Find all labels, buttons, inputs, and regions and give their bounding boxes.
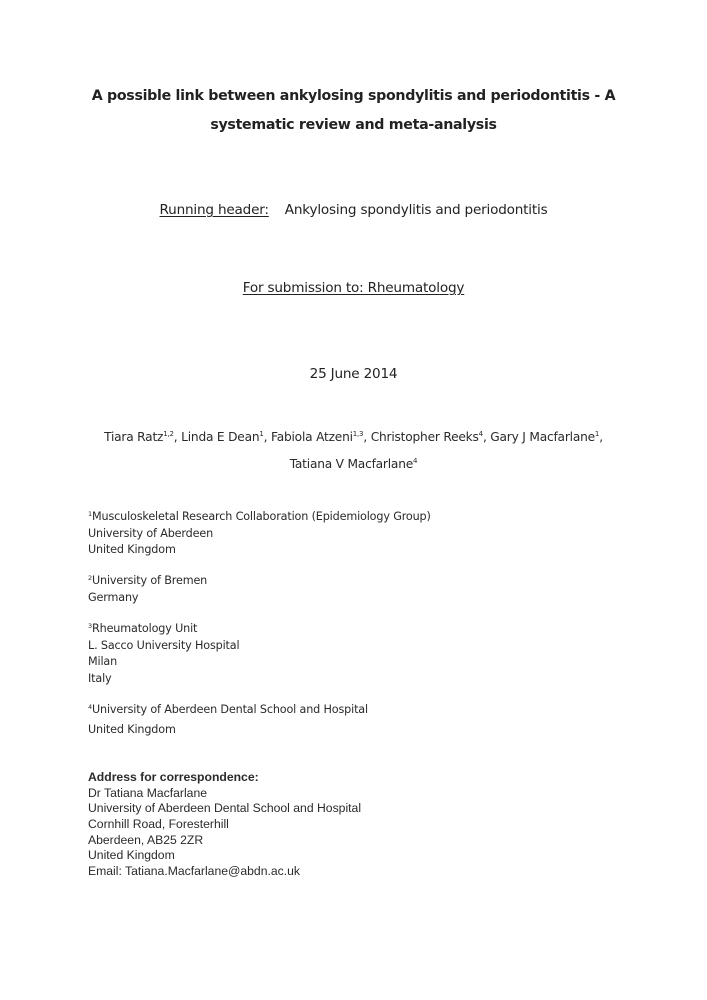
author: Christopher Reeks$^4$, [370, 430, 491, 444]
author: Linda E Dean$^1$, [181, 430, 271, 444]
correspondence-street: Cornhill Road, Foresterhill [88, 817, 229, 832]
affiliation-1: $^1$Musculoskeletal Research Collaboration (Epidemiology Group) University of Aberdeen United Kingdom [88, 510, 431, 556]
running-header [0, 202, 707, 218]
affiliation-4: $^4$University of Aberdeen Dental School and Hospital United Kingdom [88, 703, 368, 736]
correspondence-heading: Address for correspondence: [88, 770, 259, 784]
running-header-value: Ankylosing spondylitis and periodontitis [284, 202, 548, 218]
author: Tatiana V Macfarlane$^4$ [289, 457, 418, 471]
affiliation-2: $^2$University of Bremen Germany [88, 574, 208, 604]
paper-title-line-2: systematic review and meta-analysis [210, 117, 497, 133]
authors-line-2 [0, 457, 707, 471]
affiliation-3: $^3$Rheumatology Unit L. Sacco University Hospital Milan Italy [88, 622, 240, 685]
correspondence-block [88, 770, 361, 880]
correspondence-country: United Kingdom [88, 848, 175, 863]
correspondence-city: Aberdeen, AB25 2ZR [88, 832, 204, 847]
submission-line [0, 280, 707, 296]
author: Gary J Macfarlane$^1$, [490, 430, 603, 444]
authors-line-1 [0, 430, 707, 444]
correspondence-email: Email: Tatiana.Macfarlane@abdn.ac.uk [88, 864, 301, 879]
correspondence-institution: University of Aberdeen Dental School and Hospital [88, 801, 362, 816]
author: Tiara Ratz$^{1,2}$, [104, 430, 182, 444]
running-header-label: Running header: [159, 202, 269, 218]
submission-text: For submission to: Rheumatology [242, 280, 465, 296]
date: 25 June 2014 [309, 366, 398, 382]
author: Fabiola Atzeni$^{1,3}$, [271, 430, 371, 444]
correspondence-name: Dr Tatiana Macfarlane [88, 785, 207, 800]
paper-title-line-1: A possible link between ankylosing spondylitis and periodontitis - A [91, 88, 616, 104]
